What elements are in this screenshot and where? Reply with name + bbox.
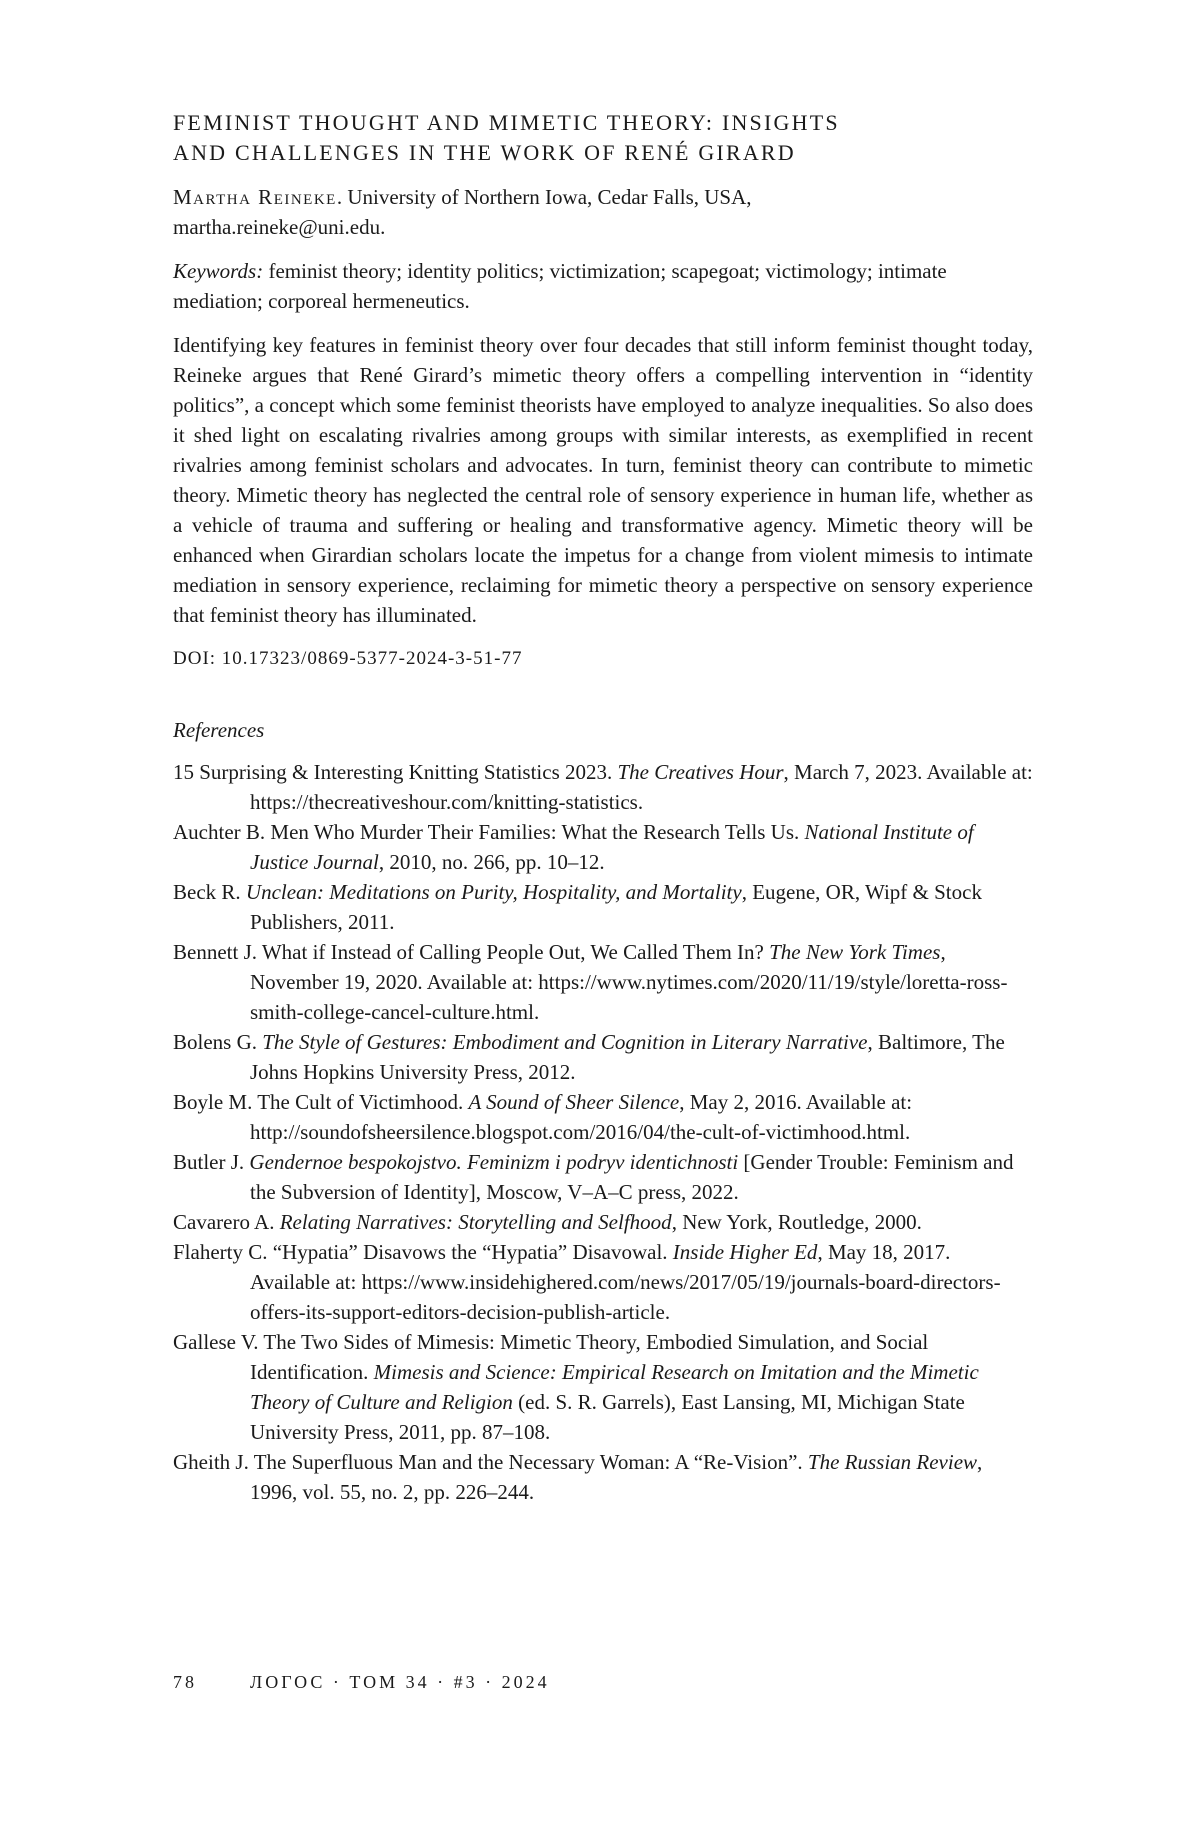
ref-details: , Eugene, OR, Wipf & Stock Publishers, 2011. (250, 880, 982, 934)
keywords-text: feminist theory; identity politics; victimization; scapegoat; victimology; intimate mediation; corporeal hermeneutics. (173, 259, 947, 313)
ref-text: Flaherty C. “Hypatia” Disavows the “Hypatia” Disavowal. (173, 1240, 673, 1264)
ref-source: National Institute of Justice Journal (250, 820, 974, 874)
references-heading: References (173, 718, 265, 742)
reference-item (173, 1027, 1033, 1087)
ref-source: Unclean: Meditations on Purity, Hospitality, and Mortality (245, 880, 742, 904)
ref-source: Relating Narratives: Storytelling and Selfhood (279, 1210, 672, 1234)
ref-details: , November 19, 2020. Available at: https://www.nytimes.com/2020/11/19/style/loretta-ross-smith-college-cancel-culture.html. (250, 940, 1008, 1024)
title-line-2: AND CHALLENGES IN THE WORK OF RENÉ GIRARD (173, 140, 796, 165)
ref-details: , Baltimore, The Johns Hopkins University Press, 2012. (250, 1030, 1005, 1084)
ref-text: Gallese V. The Two Sides of Mimesis: Mimetic Theory, Embodied Simulation, and Social Identification. (173, 1330, 929, 1384)
page-number: 78 (173, 1672, 197, 1692)
ref-details: , March 7, 2023. Available at: https://thecreativeshour.com/knitting-statistics. (250, 760, 1033, 814)
ref-text: Gheith J. The Superfluous Man and the Necessary Woman: A “Re-Vision”. (173, 1450, 808, 1474)
ref-source: Mimesis and Science: Empirical Research on Imitation and the Mimetic Theory of Culture and Religion (250, 1360, 979, 1414)
reference-item (173, 937, 1033, 1027)
article-page (173, 108, 1033, 1507)
ref-details: , May 2, 2016. Available at: http://soundofsheersilence.blogspot.com/2016/04/the-cult-of-victimhood.html. (250, 1090, 913, 1144)
page-footer (173, 1672, 550, 1693)
ref-text: Butler J. (173, 1150, 250, 1174)
ref-details: [Gender Trouble: Feminism and the Subversion of Identity], Moscow, V–A–C press, 2022. (250, 1150, 1014, 1204)
ref-text: Beck R. (173, 880, 246, 904)
title-line-1: FEMINIST THOUGHT AND MIMETIC THEORY: INSIGHTS (173, 110, 840, 135)
ref-source: A Sound of Sheer Silence (468, 1090, 680, 1114)
keywords (173, 256, 1033, 316)
reference-item (173, 757, 1033, 817)
journal-running-head: ЛОГОС · ТОМ 34 · #3 · 2024 (250, 1672, 550, 1692)
ref-text: 15 Surprising & Interesting Knitting Statistics 2023. (173, 760, 618, 784)
ref-details: (ed. S. R. Garrels), East Lansing, MI, Michigan State University Press, 2011, pp. 87–108. (250, 1390, 965, 1444)
ref-text: Boyle M. The Cult of Victimhood. (173, 1090, 469, 1114)
ref-source: The New York Times (769, 940, 941, 964)
reference-item (173, 1447, 1033, 1507)
ref-source: Gendernoe bespokojstvo. Feminizm i podryv identichnosti (249, 1150, 739, 1174)
reference-item (173, 877, 1033, 937)
ref-details: , New York, Routledge, 2000. (671, 1210, 922, 1234)
ref-details: , 1996, vol. 55, no. 2, pp. 226–244. (250, 1450, 983, 1504)
reference-item (173, 1087, 1033, 1147)
ref-text: Bolens G. (173, 1030, 263, 1054)
ref-source: Inside Higher Ed (672, 1240, 818, 1264)
author-name: Martha Reineke (173, 185, 337, 209)
keywords-label: Keywords: (173, 259, 264, 283)
ref-source: The Creatives Hour (617, 760, 784, 784)
reference-item (173, 1327, 1033, 1447)
ref-source: The Russian Review (807, 1450, 978, 1474)
reference-item (173, 1207, 1033, 1237)
ref-text: Auchter B. Men Who Murder Their Families: What the Research Tells Us. (173, 820, 805, 844)
author-block (173, 182, 1033, 242)
ref-source: The Style of Gestures: Embodiment and Cognition in Literary Narrative (262, 1030, 868, 1054)
article-title (173, 108, 1033, 168)
reference-item (173, 817, 1033, 877)
references-list (173, 757, 1033, 1507)
ref-details: , 2010, no. 266, pp. 10–12. (378, 850, 605, 874)
ref-text: Cavarero A. (173, 1210, 280, 1234)
reference-item (173, 1237, 1033, 1327)
abstract: Identifying key features in feminist theory over four decades that still inform feminist thought today, Reineke argues that René Girard’s mimetic theory offers a compelling intervention in “identity politics”, a concept which some feminist theorists have employed to analyze inequalities. So also does it shed light on escalating rivalries among groups with similar interests, as exemplified in recent rivalries among feminist scholars and advocates. In turn, feminist theory can contribute to mimetic theory. Mimetic theory has neglected the central role of sensory experience in human life, whether as a vehicle of trauma and suffering or healing and transformative agency. Mimetic theory will be enhanced when Girardian scholars locate the impetus for a change from violent mimesis to intimate mediation in sensory experience, reclaiming for mimetic theory a perspective on sensory experience that feminist theory has illuminated. (173, 333, 1033, 627)
ref-details: , May 18, 2017. Available at: https://www.insidehighered.com/news/2017/05/19/journals-board-directors-offers-its-support-editors-decision-publish-article. (250, 1240, 1001, 1324)
doi: DOI: 10.17323/0869-5377-2024-3-51-77 (173, 648, 523, 669)
author-email: martha.reineke@uni.edu. (173, 215, 386, 239)
reference-item (173, 1147, 1033, 1207)
ref-text: Bennett J. What if Instead of Calling People Out, We Called Them In? (173, 940, 770, 964)
author-affiliation: . University of Northern Iowa, Cedar Falls, USA, (336, 185, 752, 209)
